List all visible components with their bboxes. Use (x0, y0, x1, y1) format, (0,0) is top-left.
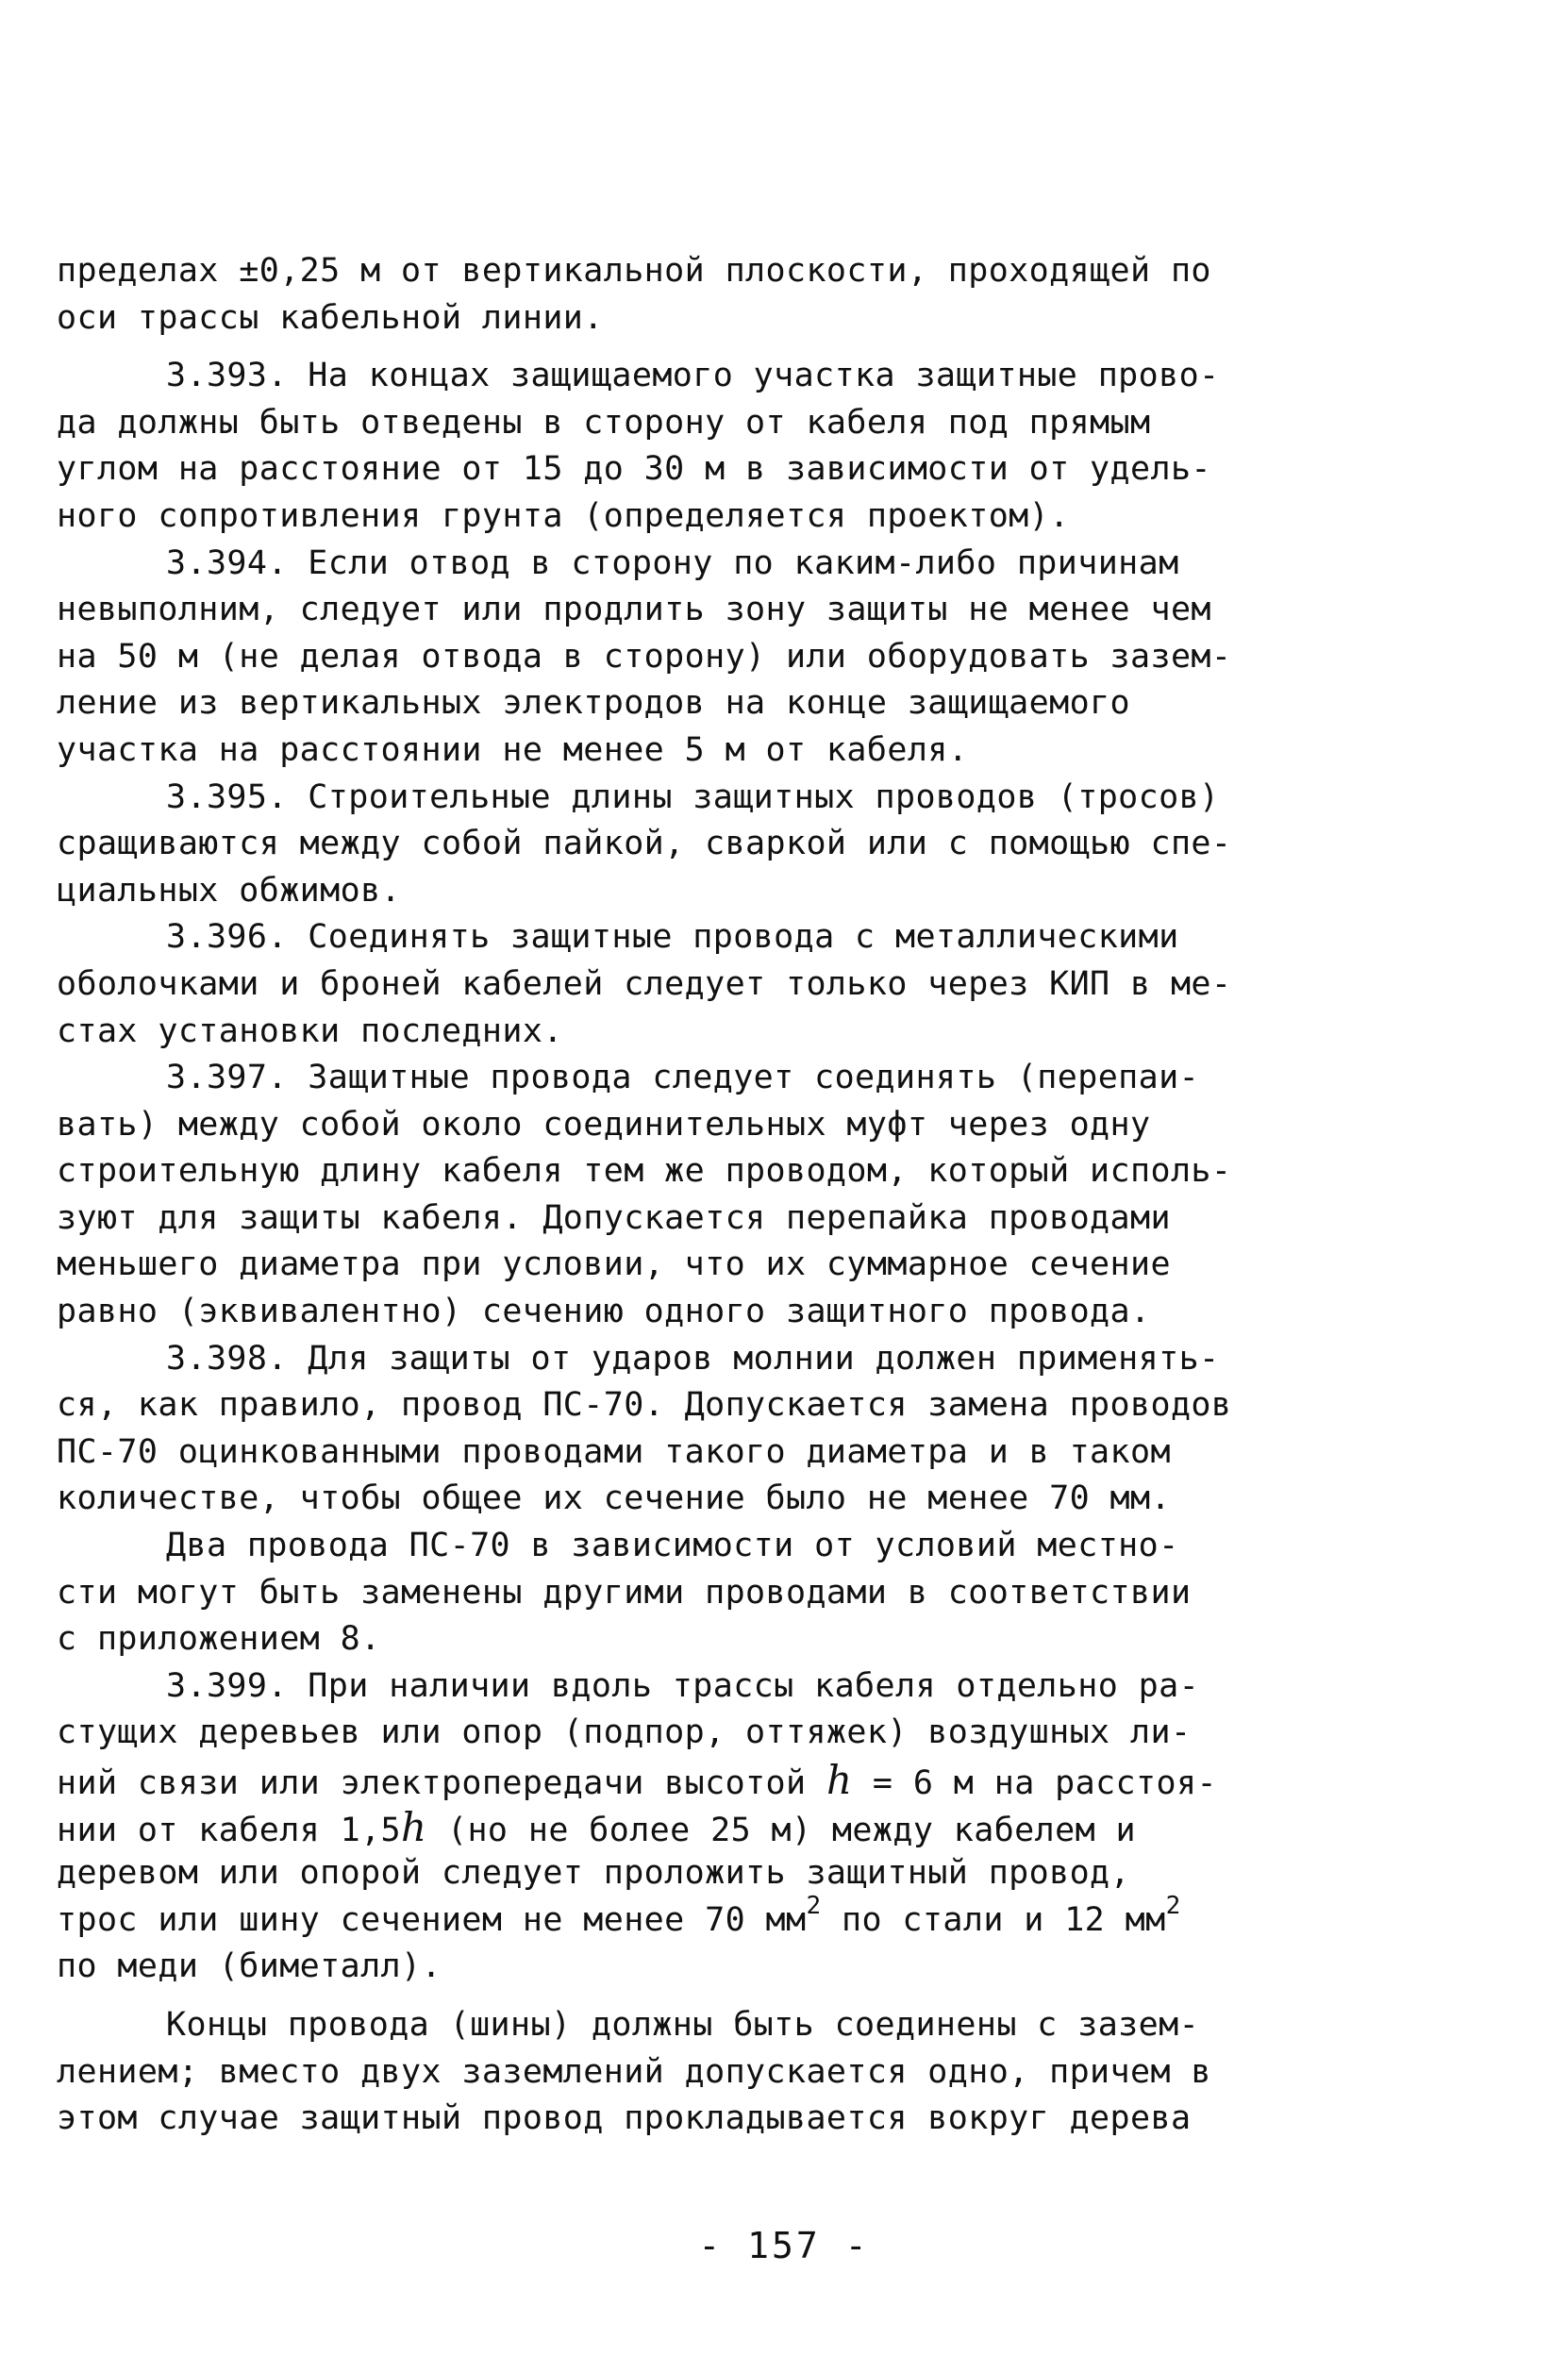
text-line-with-units (57, 1891, 1340, 1945)
text-line: на 50 м (не делая отвода в сторону) или оборудовать зазем- (57, 637, 1232, 676)
text-line: лением; вместо двух заземлений допускается одно, причем в (57, 2052, 1211, 2091)
text-line: с приложением 8. (57, 1620, 381, 1659)
paragraph-3-394: 3.394. Если отвод в сторону по каким-либо причинам (166, 543, 1179, 582)
text-line: ся, как правило, провод ПС-70. Допускается замена проводов (57, 1386, 1232, 1425)
paragraph-3-393: 3.393. На концах защищаемого участка защитные прово- (166, 357, 1220, 395)
text-line: количестве, чтобы общее их сечение было не менее 70 мм. (57, 1479, 1171, 1518)
text-line: меньшего диаметра при условии, что их суммарное сечение (57, 1245, 1171, 1284)
paragraph-3-395: 3.395. Строительные длины защитных проводов (тросов) (166, 777, 1220, 816)
text-line: ление из вертикальных электродов на конце защищаемого (57, 684, 1131, 723)
superscript: 2 (1165, 1891, 1181, 1920)
text-line: невыполним, следует или продлить зону защиты не менее чем (57, 591, 1211, 629)
text-line: ного сопротивления грунта (определяется проектом). (57, 496, 1070, 535)
superscript: 2 (806, 1891, 822, 1920)
paragraph-wire-ends: Концы провода (шины) должны быть соединены с зазем- (166, 2005, 1200, 2044)
text-line: циальных обжимов. (57, 871, 402, 910)
text-line-with-h (57, 1804, 1340, 1851)
text-line: деревом или опорой следует проложить защитный провод, (57, 1854, 1131, 1893)
text-line: вать) между собой около соединительных муфт через одну (57, 1105, 1151, 1144)
page-number: - 157 - (698, 2225, 870, 2266)
text-line: пределах ±0,25 м от вертикальной плоскости, проходящей по (57, 252, 1211, 290)
text-line: равно (эквивалентно) сечению одного защитного провода. (57, 1293, 1151, 1331)
text-line: сращиваются между собой пайкой, сваркой или с помощью спе- (57, 825, 1232, 863)
text-line: этом случае защитный провод прокладывается вокруг дерева (57, 2099, 1192, 2138)
height-symbol: h (826, 1757, 853, 1803)
text-line: стущих деревьев или опор (подпор, оттяжек) воздушных ли- (57, 1713, 1192, 1752)
paragraph-3-398: 3.398. Для защиты от ударов молнии должен применять- (166, 1339, 1220, 1378)
text-line: ПС-70 оцинкованными проводами такого диаметра и в таком (57, 1432, 1171, 1471)
height-symbol: h (401, 1803, 427, 1850)
text-fragment: трос или шину сечением не менее 70 мм (57, 1900, 807, 1939)
text-line-with-h (57, 1757, 1340, 1804)
paragraph-3-396: 3.396. Соединять защитные провода с металлическими (166, 918, 1179, 957)
paragraph-two-wires: Два провода ПС-70 в зависимости от условий местно- (166, 1527, 1179, 1565)
document-page (57, 248, 1340, 2143)
text-line: участка на расстоянии не менее 5 м от кабеля. (57, 730, 969, 769)
paragraph-3-397: 3.397. Защитные провода следует соединять (перепаи- (166, 1059, 1200, 1097)
text-line: сти могут быть заменены другими проводами в соответствии (57, 1573, 1192, 1612)
text-fragment: ний связи или электропередачи высотой (57, 1764, 807, 1802)
text-fragment: = 6 м на расстоя- (872, 1764, 1217, 1802)
text-line: оболочками и броней кабелей следует только через КИП в ме- (57, 964, 1232, 1003)
text-line: оси трассы кабельной линии. (57, 298, 604, 337)
text-fragment: по стали и 12 мм (842, 1900, 1166, 1939)
paragraph-3-399: 3.399. При наличии вдоль трассы кабеля отдельно ра- (166, 1666, 1200, 1705)
text-line: углом на расстояние от 15 до 30 м в зависимости от удель- (57, 450, 1211, 489)
text-line: по меди (биметалл). (57, 1947, 442, 1986)
text-line: стах установки последних. (57, 1011, 563, 1050)
text-fragment: (но не более 25 м) между кабелем и (446, 1811, 1137, 1849)
text-line: строительную длину кабеля тем же проводом, который исполь- (57, 1152, 1232, 1191)
text-line: зуют для защиты кабеля. Допускается перепайка проводами (57, 1198, 1171, 1237)
text-fragment: нии от кабеля 1,5 (57, 1811, 402, 1849)
text-line: да должны быть отведены в сторону от кабеля под прямым (57, 403, 1151, 442)
